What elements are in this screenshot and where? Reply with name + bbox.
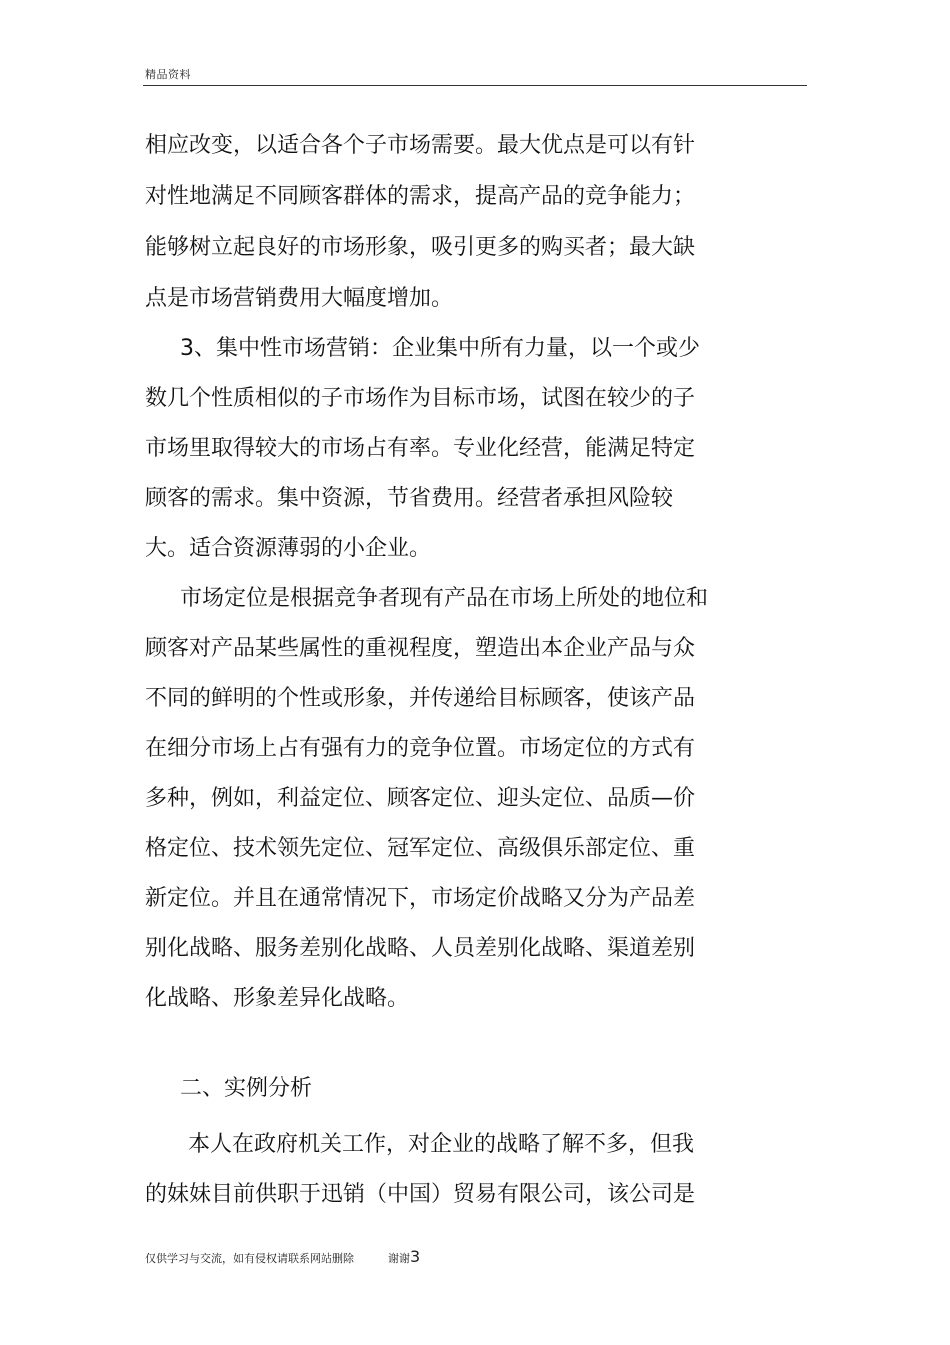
text-line: 大。适合资源薄弱的小企业。 bbox=[145, 536, 432, 561]
page-number: 3 bbox=[410, 1247, 421, 1266]
text-line: 别化战略、服务差别化战略、人员差别化战略、渠道差别 bbox=[145, 936, 696, 961]
footer-notice: 仅供学习与交流，如有侵权请联系网站删除 bbox=[145, 1252, 354, 1265]
text-line: 在细分市场上占有强有力的竞争位置。市场定位的方式有 bbox=[145, 736, 696, 761]
text-line: 不同的鲜明的个性或形象，并传递给目标顾客，使该产品 bbox=[145, 686, 696, 711]
text-line: 顾客的需求。集中资源，节省费用。经营者承担风险较 bbox=[145, 486, 674, 511]
text-line: 点是市场营销费用大幅度增加。 bbox=[145, 286, 454, 311]
text-line: 格定位、技术领先定位、冠军定位、高级俱乐部定位、重 bbox=[145, 836, 696, 861]
text-line: 相应改变，以适合各个子市场需要。最大优点是可以有针 bbox=[145, 133, 696, 158]
text-line: 多种，例如，利益定位、顾客定位、迎头定位、品质—价 bbox=[145, 786, 696, 811]
text-line: 顾客对产品某些属性的重视程度，塑造出本企业产品与众 bbox=[145, 636, 696, 661]
text-line: 能够树立起良好的市场形象，吸引更多的购买者；最大缺 bbox=[145, 235, 696, 260]
section-heading: 二、实例分析 bbox=[180, 1076, 313, 1101]
text-line: 对性地满足不同顾客群体的需求，提高产品的竞争能力； bbox=[145, 184, 696, 209]
header-divider bbox=[143, 85, 807, 86]
page-header-label: 精品资料 bbox=[145, 68, 191, 81]
text-line: 市场定位是根据竞争者现有产品在市场上所处的地位和 bbox=[180, 586, 709, 611]
text-line: 市场里取得较大的市场占有率。专业化经营，能满足特定 bbox=[145, 436, 696, 461]
footer-thanks: 谢谢 bbox=[388, 1252, 410, 1265]
text-line: 化战略、形象差异化战略。 bbox=[145, 986, 410, 1011]
text-line: 3、集中性市场营销：企业集中所有力量，以一个或少 bbox=[180, 336, 700, 361]
text-line: 数几个性质相似的子市场作为目标市场，试图在较少的子 bbox=[145, 386, 696, 411]
text-line: 的妹妹目前供职于迅销（中国）贸易有限公司，该公司是 bbox=[145, 1182, 696, 1207]
text-line: 新定位。并且在通常情况下，市场定价战略又分为产品差 bbox=[145, 886, 696, 911]
text-line: 本人在政府机关工作，对企业的战略了解不多，但我 bbox=[188, 1132, 695, 1157]
footer-page-info bbox=[388, 1247, 420, 1266]
